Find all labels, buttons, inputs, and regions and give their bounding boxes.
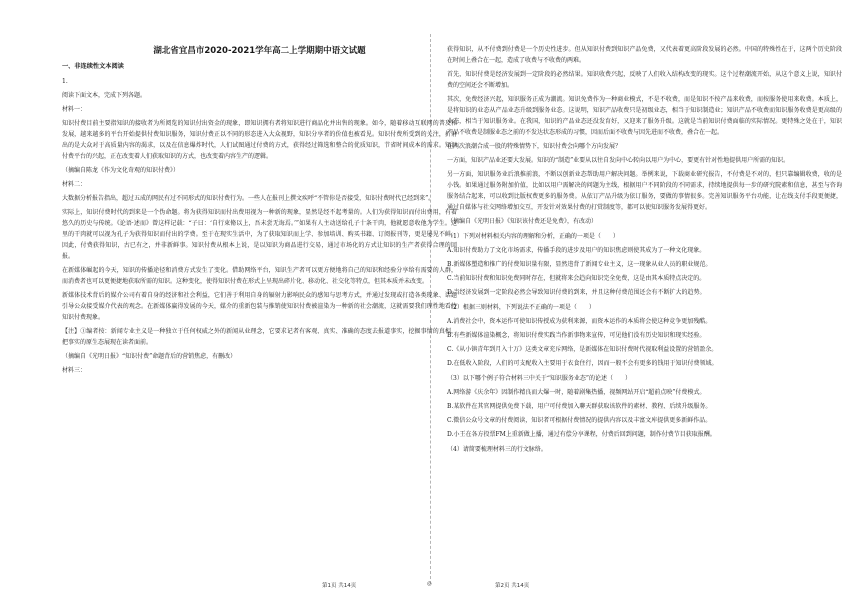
option-a: A.知识付费助力了文化市场需求，传播手段的进步及用户的知识焦虑则使其成为了一种文化现象。 <box>447 247 706 254</box>
material-1-source: （摘编自陈龙《作为文化奇观的知识付费》） <box>62 167 180 174</box>
option-b: B.新媒体塑造和推广的付费知识量有限，显然违背了新闻专业主义，这一现象从业人员的职业规范。 <box>447 261 712 268</box>
option-a: A.消费社会中，资本运作可使知识传授成为获利来源，而资本运作的本质将会使这种竞争更加残酷。 <box>447 318 712 325</box>
instruction: 阅读下面文本，完成下列各题。 <box>62 92 147 99</box>
material-3-para-5: 一方面，知识产品业还要大发展。知识的“制造”业要从以往自发向中心转向以用户为中心，要更有针对性地提供用户所需的知识。 <box>447 157 790 164</box>
question-stem: （3）以下哪个例子符合材料三中关于“知识服务业态”的论述（ ） <box>447 375 631 382</box>
material-3-para-4: 在两次浪潮合成一股的特殊情势下，知识付费会向哪个方向发展？ <box>447 143 622 150</box>
option-d: D.当经济发展到一定阶段必然会导致知识付费的到来，并且这种付费范围还会有不断扩大的趋势。 <box>447 289 706 296</box>
option-c: C.当前知识付费和知识免费同时存在，但就将来会趋向知识完全免费，这是由其本质特点决定的。 <box>447 275 706 282</box>
material-label-2: 材料二： <box>62 181 87 188</box>
page-number-left: 第1页 共14页 <box>322 583 357 589</box>
material-2-para-2: 实际上，知识付费时代的到来是一个伪命题。将为获得知识而付出费用视为一种新的现象，显然是经不起考量的。人们为获得知识而付出费用，有着悠久的历史与传统。《论语·述而》曾这样记载：“子曰：‘自行束脩以上，吾未尝无诲焉。’”如果有人主动送给孔子十条干肉，他就愿意收他为学生。这里的干肉就可以视为孔子为获得知识而付出的学费。至于在现实生活中，为了获取知识而上学、参加培训、购买书籍、订阅报刊等，更是屡见不鲜。因此，付费获得知识，古已有之，并非新鲜事。知识付费从根本上说，是以知识为商品进行交易，通过市场化的方式让知识的生产者获得合理的回报。 <box>62 209 457 260</box>
material-3-para-3: 其次，免费经济兴起，知识服务正成为潮流。知识免费作为一种商业模式，不是不收费，而是知识不按产品来收费，而按服务使用来收费。本质上，是将知识的业态从产品业态升级到服务业态。这说明，知识产品收费只是初级业态，相当于知识制造业；知识产品不收费而知识服务收费是更高级的业态，相当于知识服务业。在我国，知识的产品业态还没发育好，又迎来了服务升级。这就是当前知识付费面临的实际情况。更特殊之处在于，知识产品不收费是制服业态之前的不发达状态形成的习惯，因而后面不收费与因先进而不收费，叠合在一起。 <box>447 96 842 136</box>
material-3-para-2: 首先，知识付费是经济发展到一定阶段的必然结果。知识收费兴起，反映了人们收入结构改变的现实。这个过程潮流开始，从这个意义上说，知识付费的空间还会不断增加。 <box>447 71 842 89</box>
material-1-body: 知识付费目前主要指知识的接收者为所阅览的知识付出资金的现象，即知识拥有者将知识进行商品化并出售的现象。如今，随着移动互联网的普及和发展，越来越多的平台开始提供付费知识服务，知识付费正以不同的形态进入大众视野，知识分享者的价值也被看见。知识付费所受到的关注，折射出的是大众对于高质量内容的渴求，以及在信息爆炸时代，人们试图通过付费的方式，获得经过筛选和整合的优质知识，节省时间成本的需求。知识付费平台的兴起，正在改变着人们获取知识的方式，也改变着内容生产的逻辑。 <box>62 120 457 160</box>
material-2-para-3: 在新媒体崛起的今天，知识的传播途径和消费方式发生了变化。借助网络平台，知识生产者可以更方便地将自己的知识和经验分享给有需要的人群，而消费者也可以更便捷地获取所需的知识。这种变化，使得知识付费在形式上呈现出碎片化、移动化、社交化等特点，但其本质并未改变。 <box>62 267 457 285</box>
question-stem: （4）请简要梳理材料三的行文脉络。 <box>447 446 547 453</box>
option-c: C.《从小镇青年到月入十万》这类文章充斥网络，是新媒体在知识付费时代视取利益设置的营销盈余。 <box>447 346 718 353</box>
material-2-note: 【注】①编者按：新闻专业主义是一种独立于任何权威之外的新闻从业理念，它要求记者有客观、真实、准确的态度去报道事实，挖掘事情的真相，把事实的原生态展现在读者面前。 <box>62 328 457 346</box>
page-number-right: 第2页 共14页 <box>495 583 530 589</box>
question-4 <box>447 444 842 455</box>
material-3-para-1: 获得知识，从不付费到付费是一个历史性进步。但从知识付费到知识产品免费，又代表着更高阶段发展的必然。中国的特殊性在于，这两个历史阶段在时间上叠合在一起，造成了收费与不收费的两难。 <box>447 46 842 64</box>
option-d: D.在低收入阶段，人们的可支配收入主要用于衣食住行，因而一般不会有更多的钱用于知识付费领域。 <box>447 360 718 367</box>
right-column <box>447 44 842 458</box>
question-2 <box>447 302 842 369</box>
option-c: C.微信公众号文章的付费阅读，知识者可根据付费情况的提供内容以及丰富文库提供更多新鲜作品。 <box>447 417 712 424</box>
question-stem: （1）下列对材料相关内容的理解和分析，正确的一项是（ ） <box>447 233 619 240</box>
option-b: B.某软件在其官网提供免费下载，用户可付费加入聊天群获取该软件的素材、教程、后续升级服务。 <box>447 403 712 410</box>
exam-title: 湖北省宜昌市2020-2021学年高二上学期期中语文试题 <box>153 46 366 56</box>
option-b: B.有些新媒体渲染概念，将知识付费实践当作新事物来宣传，可见他们没有历史知识和现实经验。 <box>447 332 706 339</box>
material-label-3: 材料三： <box>62 367 87 374</box>
center-mark-icon: ◎ <box>427 581 432 587</box>
section-heading: 一、非连续性文本阅读 <box>62 63 124 70</box>
material-label-1: 材料一： <box>62 106 87 113</box>
option-a: A.网络游《庆余年》因制作精良而大爆一时，随着剧集热播，视频网站开启“超前点映”付费模式。 <box>447 389 706 396</box>
question-1 <box>447 231 842 298</box>
material-2-para-4: 新媒体技术背后的媒介公司有着自身的经济和社会利益，它们善于利用自身的辐射力影响民众的感知与思考方式，并通过发现或打造各类现象、话题引导公众接受媒介代表的观念。在新媒体赢得发展的今天，媒介的重新包装与推销使知识付费被渲染为一种新的社会潮流，这就需要我们理性地看待知识付费现象。 <box>62 292 457 321</box>
material-2-source: （摘编自《光明日报》“知识付费”命题背后的营销焦虑，有删改） <box>62 353 237 360</box>
question-number: 1. <box>62 78 68 85</box>
material-3-para-6: 另一方面，知识服务业后浪推前浪，不断以创新业态帮助用户解决问题。举例来说，下载商业研究报告，不付费是不对的，但只靠编辑收费，收的是小钱。如果通过服务附加价值，比如以用户需解决的问题为主线，根据用户不同阶段的不同需求，持续地提供每一步的研究院素和信息，甚至与咨询服务结合起来，可以收到比版权费更多的服务费。从依订产品升级为依订服务，要做的事情很多。完善知识服务平台功能，让在线支付手段更便捷，通过自媒体与社交网络增加交互，开发针对效果付费的打赏制度等，都可以使知识服务发展得更好。 <box>447 171 842 211</box>
question-3 <box>447 373 842 440</box>
material-3-source: （摘编自《光明日报》《知识该付费还是免费》，有改动） <box>447 218 598 225</box>
material-2-para-1: 大数据分析报告指出，超过五成的网民有过不同形式的知识付费行为。一些人在报刊上撰文疾呼“不管你是否接受，知识付费时代已经到来”。 <box>62 195 435 202</box>
option-d: D.小王在各方投票FM上重新做上播，通过有偿分享课程，付费后回到问题，制作付费节目获取报酬。 <box>447 431 716 438</box>
left-column <box>62 44 457 379</box>
question-stem: （2）根据三则材料，下列说法不正确的一项是（ ） <box>447 304 595 311</box>
